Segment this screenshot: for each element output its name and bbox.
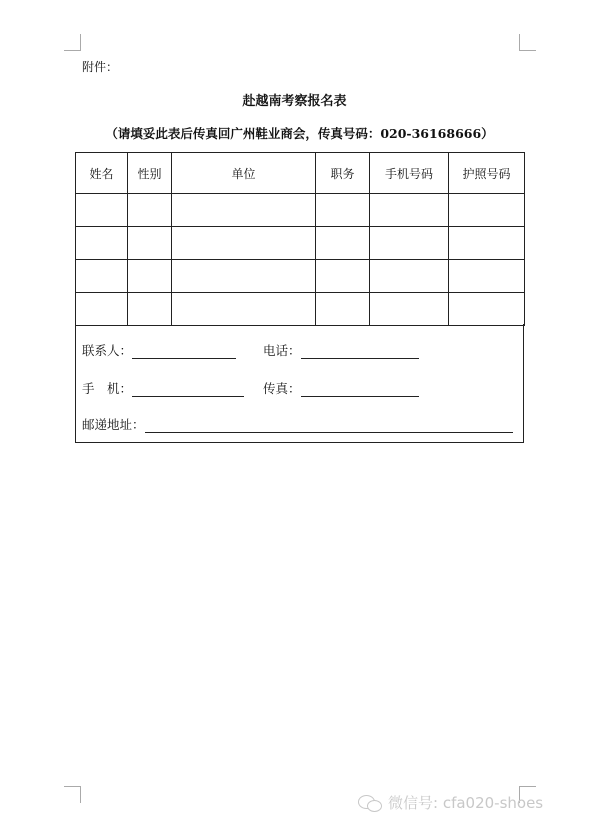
header-passport: 护照号码: [449, 153, 525, 194]
table-cell[interactable]: [370, 293, 449, 326]
table-row: [76, 227, 525, 260]
table-row: [76, 293, 525, 326]
table-cell[interactable]: [172, 293, 316, 326]
table-cell[interactable]: [172, 260, 316, 293]
table-cell[interactable]: [76, 227, 128, 260]
table-cell[interactable]: [128, 227, 172, 260]
address-field[interactable]: [145, 420, 513, 433]
header-gender: 性别: [128, 153, 172, 194]
page-title: 赴越南考察报名表: [242, 94, 347, 109]
table-cell[interactable]: [449, 260, 525, 293]
table-header-row: [76, 153, 525, 194]
registration-table: [75, 152, 525, 326]
address-label: 邮递地址：: [82, 417, 145, 432]
contact-person-label: 联系人：: [82, 343, 133, 358]
crop-mark-top-left: [64, 34, 81, 51]
table-cell[interactable]: [370, 194, 449, 227]
table-cell[interactable]: [128, 293, 172, 326]
table-cell[interactable]: [316, 227, 370, 260]
table-cell[interactable]: [449, 293, 525, 326]
phone-field[interactable]: [301, 346, 419, 359]
address-line: [82, 415, 513, 433]
watermark: [358, 792, 543, 813]
mobile-field[interactable]: [132, 384, 244, 397]
header-mobile: 手机号码: [370, 153, 449, 194]
contact-person-field[interactable]: [132, 346, 236, 359]
table-cell[interactable]: [449, 194, 525, 227]
table-cell[interactable]: [316, 293, 370, 326]
mobile-line: [82, 379, 244, 397]
crop-mark-bottom-left: [64, 786, 81, 803]
header-position: 职务: [316, 153, 370, 194]
table-cell[interactable]: [449, 227, 525, 260]
wechat-icon: [358, 795, 384, 813]
table-cell[interactable]: [128, 260, 172, 293]
table-row: [76, 194, 525, 227]
table-cell[interactable]: [76, 293, 128, 326]
fax-field[interactable]: [301, 384, 419, 397]
mobile-label: 手 机：: [82, 381, 133, 396]
table-cell[interactable]: [76, 260, 128, 293]
attachment-label: 附件：: [82, 60, 119, 74]
contact-person-line: [82, 341, 236, 359]
fax-label: 传真：: [263, 381, 301, 396]
table-cell[interactable]: [316, 194, 370, 227]
watermark-text: 微信号: cfa020-shoes: [388, 794, 544, 812]
table-cell[interactable]: [172, 194, 316, 227]
table-cell[interactable]: [370, 227, 449, 260]
header-name: 姓名: [76, 153, 128, 194]
table-cell[interactable]: [316, 260, 370, 293]
header-company: 单位: [172, 153, 316, 194]
contact-section: [75, 324, 524, 443]
table-cell[interactable]: [76, 194, 128, 227]
fax-line: [263, 379, 419, 397]
phone-line: [263, 341, 419, 359]
table-row: [76, 260, 525, 293]
table-cell[interactable]: [172, 227, 316, 260]
table-cell[interactable]: [370, 260, 449, 293]
crop-mark-top-right: [519, 34, 536, 51]
table-cell[interactable]: [128, 194, 172, 227]
phone-label: 电话：: [263, 343, 301, 358]
page-subtitle: （请填妥此表后传真回广州鞋业商会，传真号码：020-36168666）: [105, 126, 494, 141]
